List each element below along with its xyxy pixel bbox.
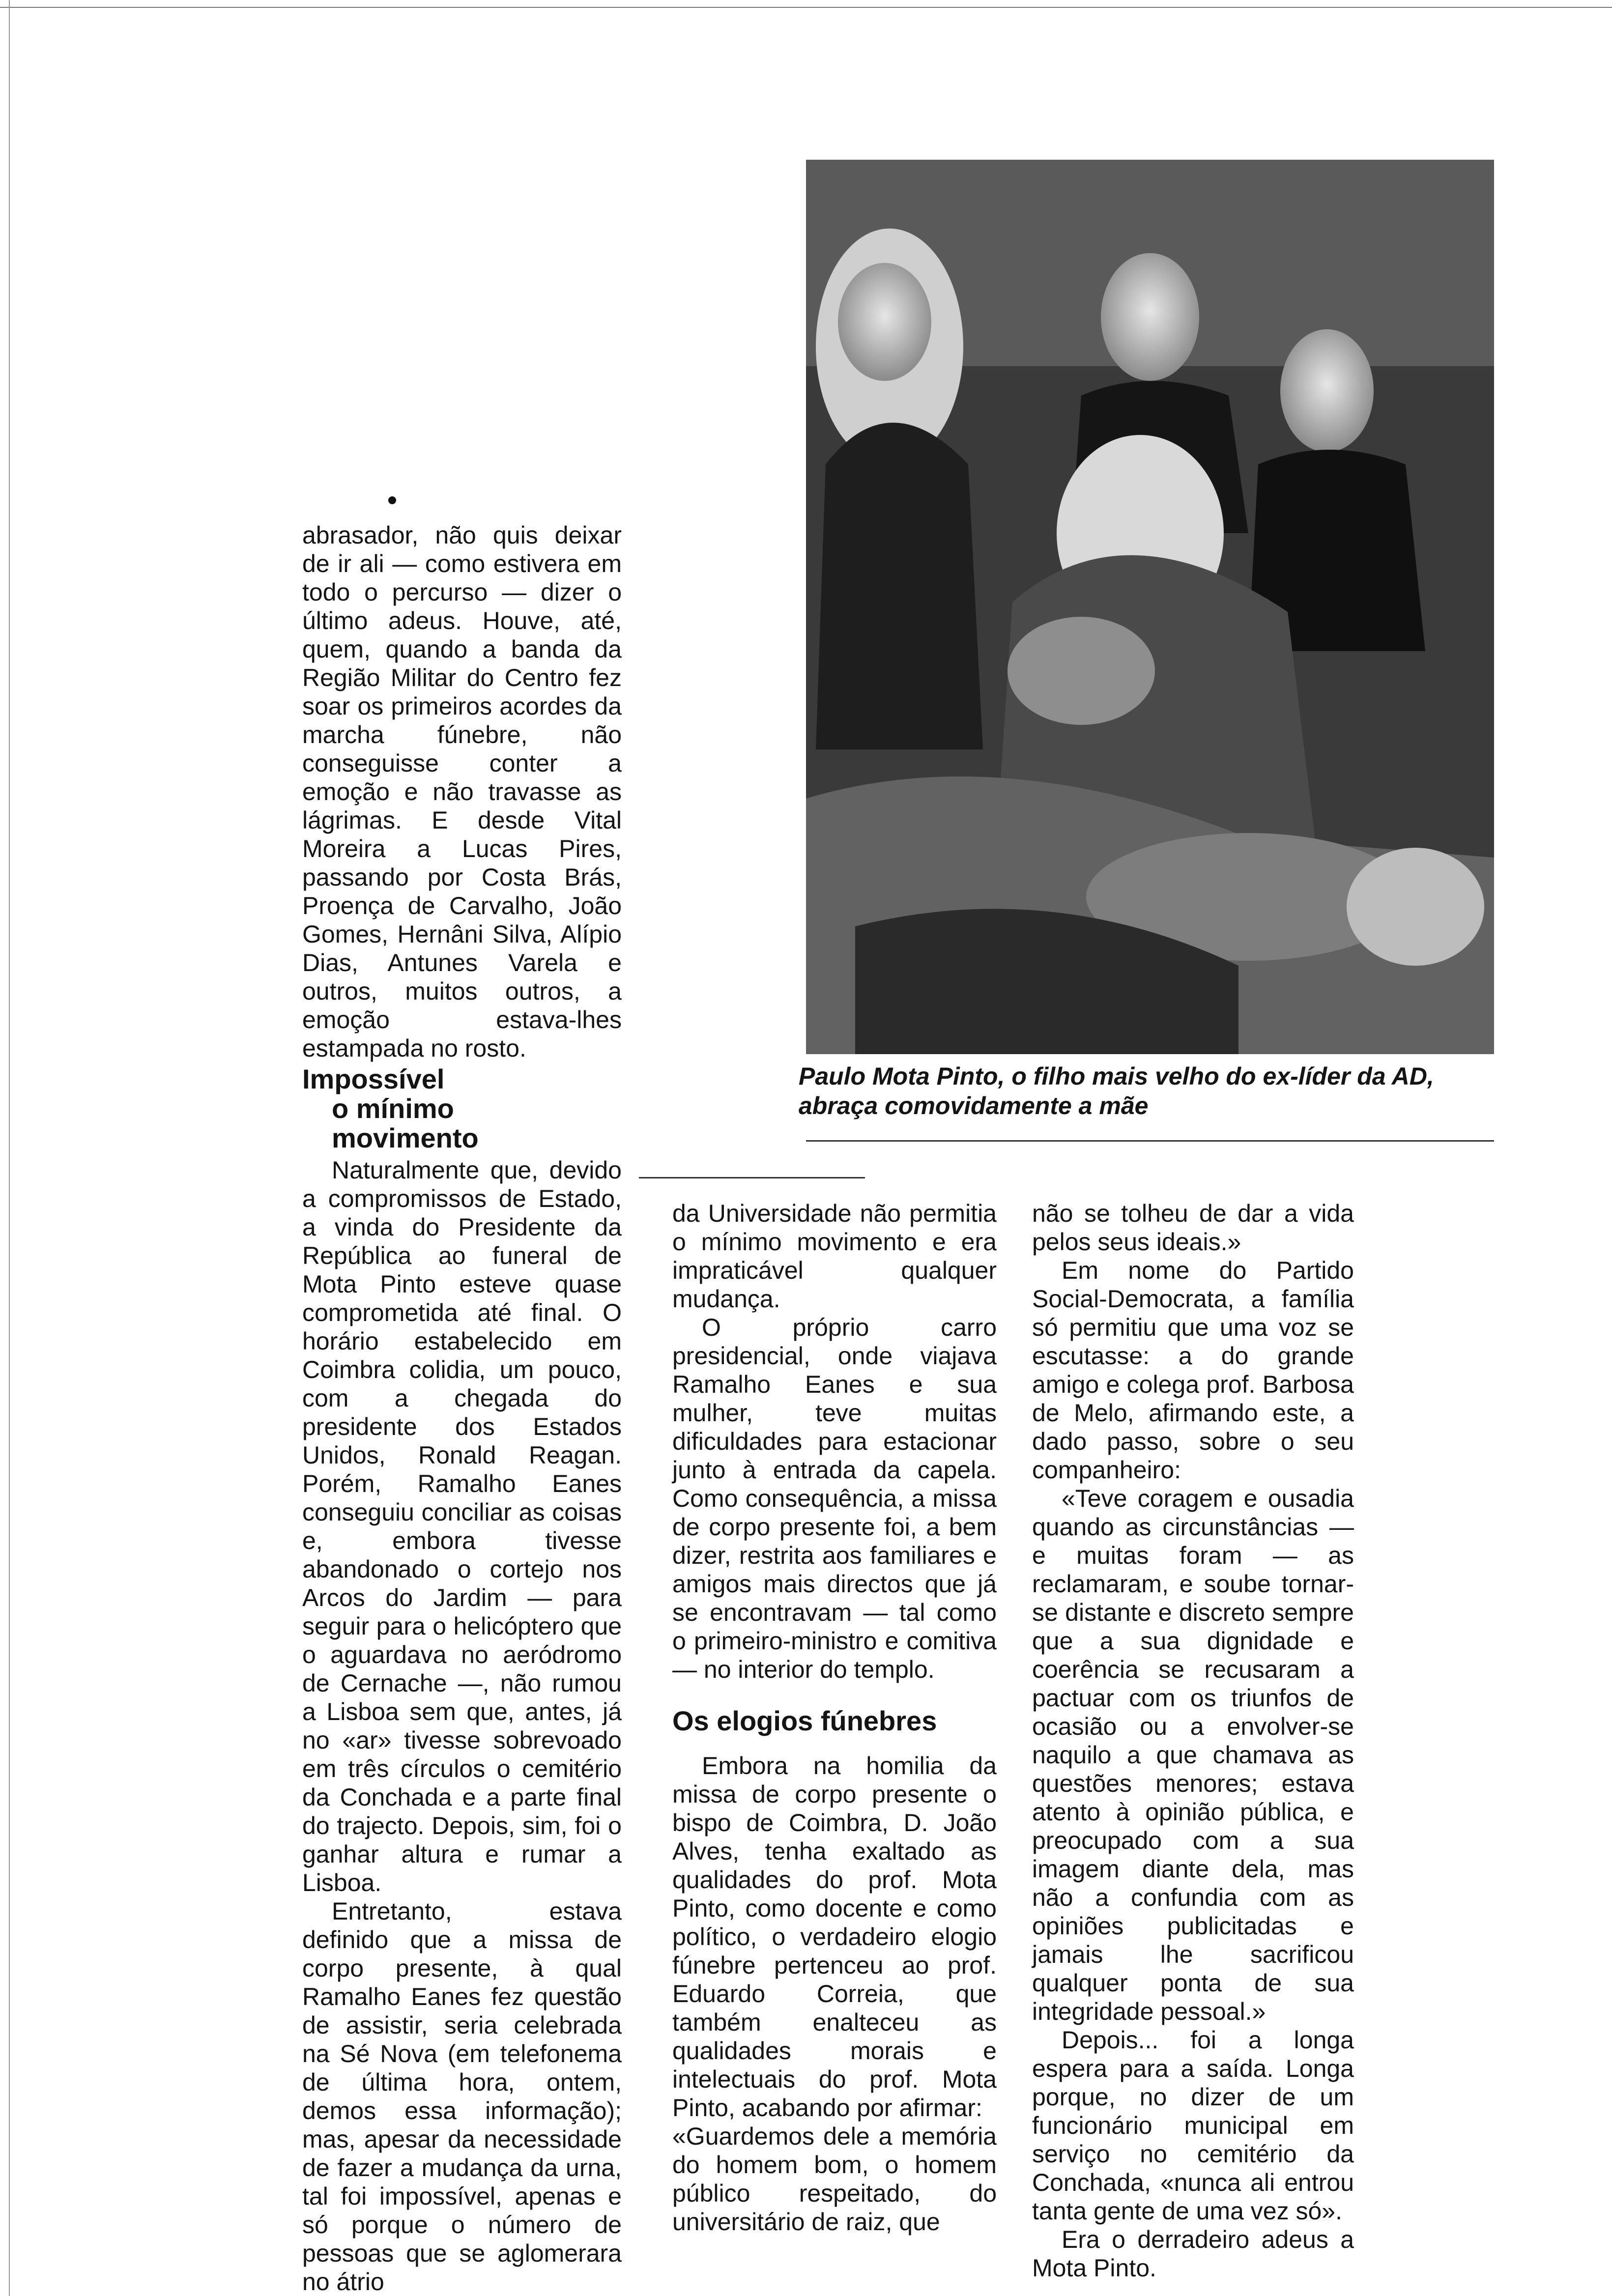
col1-paragraph-1: abrasador, não quis deixar de ir ali — como estivera em todo o percurso — dizer o último adeus. Houve, até, quem, quando a banda da Região Militar do Centro fez soar os primeiros acordes da marcha fúnebre, não conseguisse conter a emoção e não travasse as lágrimas. E desde Vital Moreira a Lucas Pires, passando por Costa Brás, Proença de Carvalho, João Gomes, Hernâni Silva, Alípio Dias, Antunes Varela e outros, muitos outros, a emoção estava-lhes estampada no rosto. <box>302 521 622 1062</box>
article-column-3 <box>1032 1199 1354 2282</box>
subheading-impossivel <box>302 1064 622 1153</box>
col3-paragraph-2: Em nome do Partido Social-Democrata, a família só permitiu que uma voz se escutasse: a do grande amigo e colega prof. Barbosa de Melo, afirmando este, a dado passo, sobre o seu companheiro: <box>1032 1257 1354 1484</box>
scan-edge-left <box>9 0 10 2296</box>
col1-paragraph-2: Naturalmente que, devido a compromissos de Estado, a vinda do Presidente da República ao funeral de Mota Pinto esteve quase comprometida até final. O horário estabelecido em Coimbra colidia, um pouco, com a chegada do presidente dos Estados Unidos, Ronald Reagan. Porém, Ramalho Eanes conseguiu conciliar as coisas e, embora tivesse abandonado o cortejo nos Arcos do Jardim — para seguir para o helicóptero que o aguardava no aeródromo de Cernache —, não rumou a Lisboa sem que, antes, já no «ar» tivesse sobrevoado em três círculos o cemitério da Conchada e a parte final do trajecto. Depois, sim, foi o ganhar altura e rumar a Lisboa. <box>302 1156 622 1896</box>
caption-rule <box>806 1140 1494 1142</box>
col2-paragraph-3: Embora na homilia da missa de corpo presente o bispo de Coimbra, D. João Alves, tenha exaltado as qualidades do prof. Mota Pinto, como docente e como político, o verdadeiro elogio fúnebre pertenceu ao prof. Eduardo Correia, que também enalteceu as qualidades morais e intelectuais do prof. Mota Pinto, acabando por afirmar: <box>672 1752 997 2122</box>
paragraph-bullet <box>388 496 396 504</box>
article-column-1 <box>302 521 622 2296</box>
col2-paragraph-1: da Universidade não permitia o mínimo movimento e era impraticável qualquer mudança. <box>672 1200 997 1313</box>
photo-caption: Paulo Mota Pinto, o filho mais velho do ex-líder da AD, abraça comovidamente a mãe <box>799 1062 1434 1119</box>
article-column-2 <box>672 1199 997 2236</box>
subheading-line-3: movimento <box>332 1122 479 1153</box>
subheading-line-2: o mínimo <box>332 1093 454 1124</box>
col3-paragraph-5: Era o derradeiro adeus a Mota Pinto. <box>1032 2226 1354 2282</box>
col2-paragraph-2: O próprio carro presidencial, onde viajava Ramalho Eanes e sua mulher, teve muitas dificuldades para estacionar junto à entrada da capela. Como consequência, a missa de corpo presente foi, a bem dizer, restrita aos familiares e amigos mais directos que já se encontravam — tal como o primeiro-ministro e comitiva — no interior do templo. <box>672 1314 997 1683</box>
col1-paragraph-3: Entretanto, estava definido que a missa de corpo presente, à qual Ramalho Eanes fez questão de assistir, seria celebrada na Sé Nova (em telefonema de última hora, ontem, demos essa informação); mas, apesar da necessidade de fazer a mudança da urna, tal foi impossível, apenas e só porque o número de pessoas que se aglomerara no átrio <box>302 1897 622 2296</box>
scan-edge-top <box>0 7 1612 8</box>
col3-paragraph-3: «Teve coragem e ousadia quando as circunstâncias — e muitas foram — as reclamaram, e soube tornar-se distante e discreto sempre que a sua dignidade e coerência se recusaram a pactuar com os triunfos de ocasião ou a envolver-se naquilo a que chamava as questões menores; estava atento à opinião pública, e preocupado com a sua imagem diante dela, mas não a confundia com as opiniões publicitadas e jamais lhe sacrificou qualquer ponta de sua integridade pessoal.» <box>1032 1485 1354 2025</box>
subheading-line-1: Impossível <box>302 1063 445 1094</box>
col3-paragraph-1: não se tolheu de dar a vida pelos seus ideais.» <box>1032 1200 1354 1256</box>
column-rule <box>639 1177 865 1178</box>
photo-illustration <box>806 160 1494 1054</box>
col2-paragraph-4: «Guardemos dele a memória do homem bom, o homem público respeitado, do universitário de raiz, que <box>672 2123 997 2236</box>
section-heading-elogios: Os elogios fúnebres <box>672 1705 937 1736</box>
col3-paragraph-4: Depois... foi a longa espera para a saída. Longa porque, no dizer de um funcionário municipal em serviço no cemitério da Conchada, «nunca ali entrou tanta gente de uma vez só». <box>1032 2026 1354 2225</box>
news-photo <box>806 160 1494 1054</box>
